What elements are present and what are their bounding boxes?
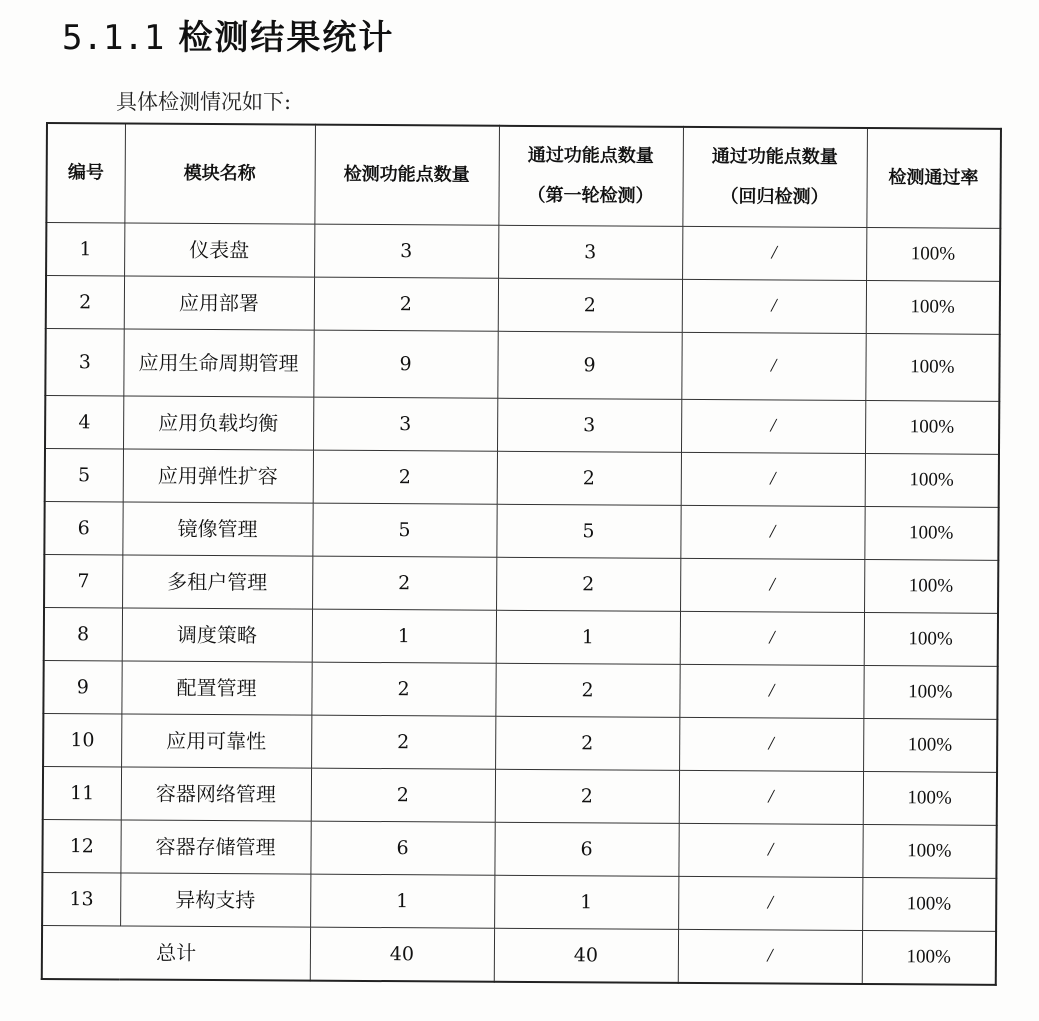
section-heading: [62, 10, 394, 59]
header-module-name: 模块名称: [124, 123, 315, 224]
table-total-row: [42, 925, 996, 984]
cell-tested: 2: [311, 662, 495, 716]
cell-id: 4: [45, 396, 123, 449]
table-row: [44, 554, 998, 613]
table-row: [44, 501, 998, 560]
cell-module-name: 异构支持: [120, 873, 310, 927]
cell-passed-regression: /: [681, 332, 865, 400]
cell-passed-first: 2: [496, 557, 680, 611]
table-row: [43, 766, 997, 825]
cell-module-name: 配置管理: [121, 661, 311, 715]
table-row: [42, 819, 996, 878]
cell-total-label: 总计: [42, 925, 310, 980]
section-number: 5.1.1: [62, 18, 165, 58]
cell-tested: 2: [311, 715, 495, 769]
cell-module-name: 容器网络管理: [121, 767, 311, 821]
table-row: [46, 223, 1000, 282]
cell-passed-first: 3: [498, 225, 682, 279]
header-pass-rate: 检测通过率: [866, 128, 1001, 228]
cell-id: 13: [42, 872, 120, 925]
cell-module-name: 应用弹性扩容: [123, 449, 313, 503]
cell-tested: 1: [310, 874, 494, 928]
table-row: [45, 449, 999, 508]
cell-module-name: 应用生命周期管理: [123, 329, 313, 397]
table-row: [42, 872, 996, 931]
cell-pass-rate: 100%: [865, 334, 999, 402]
cell-passed-regression: /: [679, 664, 863, 718]
cell-passed-regression: /: [678, 823, 862, 877]
cell-pass-rate: 100%: [863, 719, 997, 773]
cell-module-name: 应用部署: [124, 276, 314, 330]
cell-total-tested: 40: [310, 927, 494, 982]
cell-pass-rate: 100%: [866, 281, 1000, 335]
cell-passed-regression: /: [678, 876, 862, 930]
cell-total-pass-rate: 100%: [862, 931, 996, 985]
detection-results-table: [41, 122, 1002, 986]
cell-id: 6: [44, 501, 122, 554]
cell-pass-rate: 100%: [866, 228, 1000, 282]
cell-pass-rate: 100%: [865, 401, 999, 455]
cell-passed-first: 2: [495, 769, 679, 823]
cell-passed-regression: /: [679, 770, 863, 824]
cell-passed-regression: /: [679, 717, 863, 771]
cell-tested: 3: [314, 224, 498, 278]
header-passed-regression-line2: （回归检测）: [720, 186, 829, 208]
cell-tested: 2: [312, 556, 496, 610]
table-row: [44, 607, 998, 666]
cell-pass-rate: 100%: [864, 560, 998, 614]
cell-module-name: 调度策略: [122, 608, 312, 662]
cell-passed-first: 3: [497, 398, 681, 452]
cell-passed-first: 2: [495, 716, 679, 770]
header-passed-regression: [682, 127, 867, 228]
cell-pass-rate: 100%: [863, 666, 997, 720]
header-passed-regression-line1: 通过功能点数量: [711, 146, 838, 168]
cell-module-name: 应用负载均衡: [123, 396, 313, 450]
cell-module-name: 镜像管理: [122, 502, 312, 556]
cell-id: 10: [43, 713, 121, 766]
cell-module-name: 仪表盘: [124, 223, 314, 277]
cell-total-passed-regression: /: [678, 929, 862, 984]
cell-tested: 1: [312, 609, 496, 663]
cell-pass-rate: 100%: [865, 454, 999, 508]
cell-passed-regression: /: [680, 505, 864, 559]
cell-pass-rate: 100%: [862, 878, 996, 932]
cell-passed-regression: /: [680, 611, 864, 665]
cell-passed-first: 1: [496, 610, 680, 664]
cell-passed-first: 5: [496, 504, 680, 558]
cell-id: 1: [46, 223, 124, 276]
cell-tested: 9: [313, 330, 497, 398]
cell-passed-regression: /: [682, 279, 866, 333]
cell-total-passed-first: 40: [494, 928, 678, 983]
cell-passed-first: 2: [498, 278, 682, 332]
cell-module-name: 多租户管理: [122, 555, 312, 609]
cell-passed-first: 2: [497, 451, 681, 505]
table-row: [43, 713, 997, 772]
cell-id: 3: [45, 329, 123, 396]
cell-passed-first: 9: [497, 331, 681, 399]
cell-passed-first: 2: [495, 663, 679, 717]
header-passed-first-line2: （第一轮检测）: [527, 184, 654, 207]
cell-passed-regression: /: [682, 226, 866, 280]
cell-pass-rate: 100%: [864, 507, 998, 561]
cell-module-name: 应用可靠性: [121, 714, 311, 768]
section-title: 检测结果统计: [178, 18, 395, 58]
cell-id: 8: [44, 607, 122, 660]
cell-tested: 2: [311, 768, 495, 822]
cell-id: 9: [43, 660, 121, 713]
intro-text: 具体检测情况如下:: [116, 90, 292, 114]
table-row: [45, 396, 999, 455]
cell-id: 5: [45, 449, 123, 502]
cell-id: 2: [46, 276, 124, 329]
cell-id: 7: [44, 554, 122, 607]
cell-tested: 3: [313, 397, 497, 451]
table-header-row: [46, 123, 1001, 228]
table-row: [46, 276, 1000, 335]
cell-passed-regression: /: [681, 452, 865, 506]
cell-tested: 5: [312, 503, 496, 557]
cell-passed-first: 6: [494, 822, 678, 876]
cell-tested: 6: [310, 821, 494, 875]
cell-pass-rate: 100%: [863, 772, 997, 826]
table-row: [43, 660, 997, 719]
cell-pass-rate: 100%: [862, 825, 996, 879]
cell-module-name: 容器存储管理: [120, 820, 310, 874]
cell-tested: 2: [314, 277, 498, 331]
cell-passed-regression: /: [681, 399, 865, 453]
header-id: 编号: [46, 123, 125, 223]
header-passed-first-line1: 通过功能点数量: [527, 144, 654, 167]
header-tested-count: 检测功能点数量: [314, 125, 499, 226]
cell-passed-regression: /: [680, 558, 864, 612]
stats-table-wrapper: [41, 122, 1000, 984]
table-row: [45, 329, 999, 402]
cell-passed-first: 1: [494, 875, 678, 929]
cell-tested: 2: [313, 450, 497, 504]
cell-id: 12: [42, 819, 120, 872]
header-passed-first: [498, 126, 683, 227]
cell-id: 11: [43, 766, 121, 819]
cell-pass-rate: 100%: [864, 613, 998, 667]
